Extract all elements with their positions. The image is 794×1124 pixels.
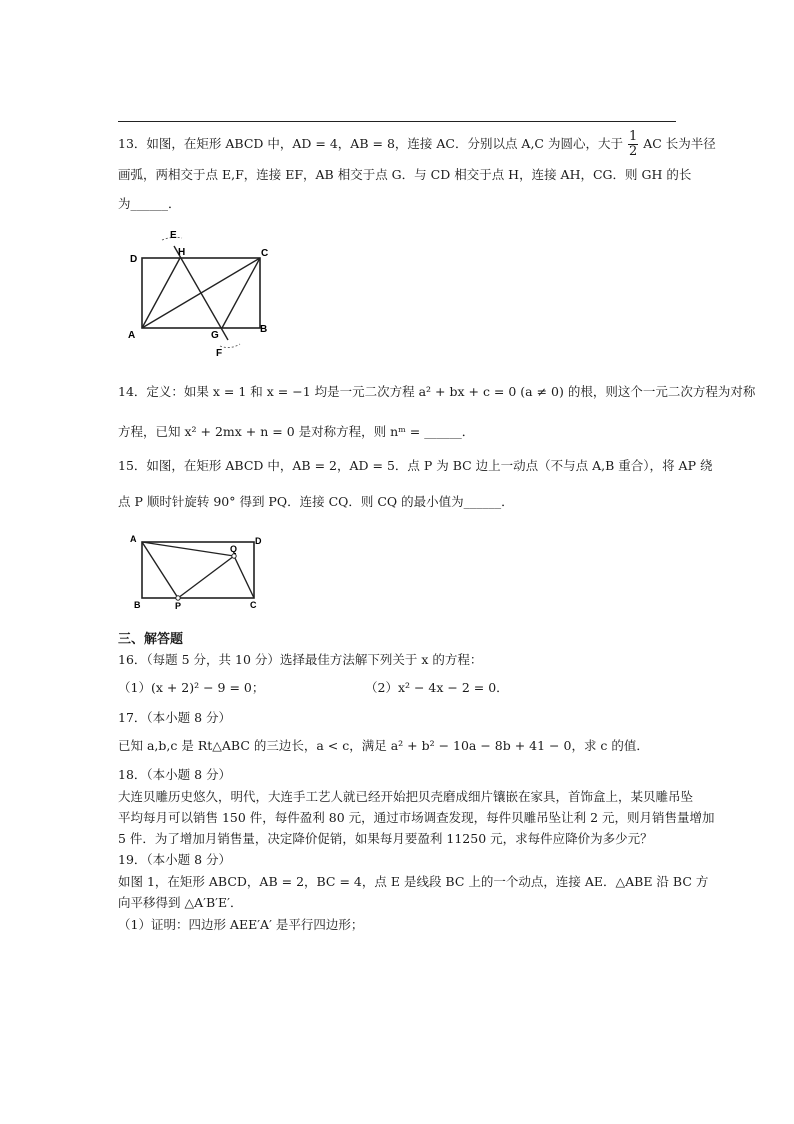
q14-line1: 14．定义：如果 x = 1 和 x = −1 均是一元二次方程 a² + bx + c = 0 (a ≠ 0) 的根，则这个一元二次方程为对称 — [118, 384, 756, 399]
label-g: G — [211, 330, 219, 341]
q13-line1 — [118, 129, 716, 159]
q13-text-a: 13．如图，在矩形 ABCD 中，AD = 4，AB = 8，连接 AC．分别以点 A,C 为圆心，大于 — [118, 136, 623, 151]
q19-line2: 向平移得到 △A′B′E′． — [118, 895, 243, 910]
label-d: D — [130, 254, 138, 265]
label-q-15: Q — [230, 544, 238, 554]
q13-fraction — [628, 130, 638, 159]
q13-frac-num: 1 — [628, 129, 638, 144]
label-a: A — [128, 330, 136, 341]
q17-head: 17．（本小题 8 分） — [118, 710, 232, 725]
point-p — [176, 596, 180, 600]
q15-line2: 点 P 顺时针旋转 90° 得到 PQ．连接 CQ．则 CQ 的最小值为______． — [118, 494, 514, 509]
q16-part1: （1）(x + 2)² − 9 = 0； — [118, 680, 265, 695]
q13-text-b: AC 长为半径 — [643, 136, 716, 151]
label-c-15: C — [250, 600, 257, 610]
q17-body: 已知 a,b,c 是 Rt△ABC 的三边长，a < c，满足 a² + b² − 10a − 8b + 41 − 0，求 c 的值． — [118, 738, 649, 753]
q13-line3: 为______． — [118, 196, 181, 211]
label-d-15: D — [255, 536, 262, 546]
q13-figure-svg — [124, 226, 274, 360]
q19-head: 19．（本小题 8 分） — [118, 852, 232, 867]
q19-line1: 如图 1，在矩形 ABCD，AB = 2，BC = 4，点 E 是线段 BC 上的一个动点，连接 AE．△ABE 沿 BC 方 — [118, 874, 709, 889]
q15-line1: 15．如图，在矩形 ABCD 中，AB = 2，AD = 5．点 P 为 BC 边上一动点（不与点 A,B 重合），将 AP 绕 — [118, 458, 713, 473]
label-e: E — [170, 230, 177, 241]
label-p-15: P — [175, 601, 182, 611]
q16-head: 16．（每题 5 分，共 10 分）选择最佳方法解下列关于 x 的方程： — [118, 652, 483, 667]
label-b-15: B — [134, 600, 141, 610]
point-q — [232, 554, 236, 558]
q18-line2: 平均每月可以销售 150 件，每件盈利 80 元，通过市场调查发现，每件贝雕吊坠让利 2 元，则月销售量增加 — [118, 810, 715, 825]
segment-pq — [178, 556, 234, 598]
q19-line3: （1）证明：四边形 AEE′A′ 是平行四边形； — [118, 917, 364, 932]
q13-figure — [124, 226, 274, 360]
segment-aq — [142, 542, 234, 556]
header-rule — [118, 121, 676, 122]
q18-line1: 大连贝雕历史悠久，明代，大连手工艺人就已经开始把贝壳磨成细片镶嵌在家具，首饰盒上，某贝雕吊坠 — [118, 789, 694, 804]
segment-ef — [174, 246, 228, 340]
label-f: F — [216, 348, 223, 359]
segment-qc — [234, 556, 254, 598]
label-c: C — [261, 248, 269, 259]
q16-part2: （2）x² − 4x − 2 = 0． — [365, 680, 509, 695]
q14-line2: 方程，已知 x² + 2mx + n = 0 是对称方程，则 nᵐ = ______． — [118, 424, 475, 439]
segment-ap — [142, 542, 178, 598]
q15-figure — [126, 528, 266, 612]
arc-f — [220, 344, 240, 348]
q13-frac-den: 2 — [628, 144, 638, 159]
label-b: B — [260, 324, 268, 335]
label-h: H — [178, 247, 186, 258]
q18-head: 18．（本小题 8 分） — [118, 767, 232, 782]
label-a-15: A — [130, 534, 137, 544]
q15-figure-svg — [126, 528, 266, 612]
section-3-title: 三、解答题 — [118, 632, 184, 647]
q13-line2: 画弧，两相交于点 E,F，连接 EF，AB 相交于点 G．与 CD 相交于点 H，连接 AH，CG．则 GH 的长 — [118, 167, 692, 182]
q18-line3: 5 件．为了增加月销售量，决定降价促销，如果每月要盈利 11250 元，求每件应降价为多少元？ — [118, 831, 653, 846]
